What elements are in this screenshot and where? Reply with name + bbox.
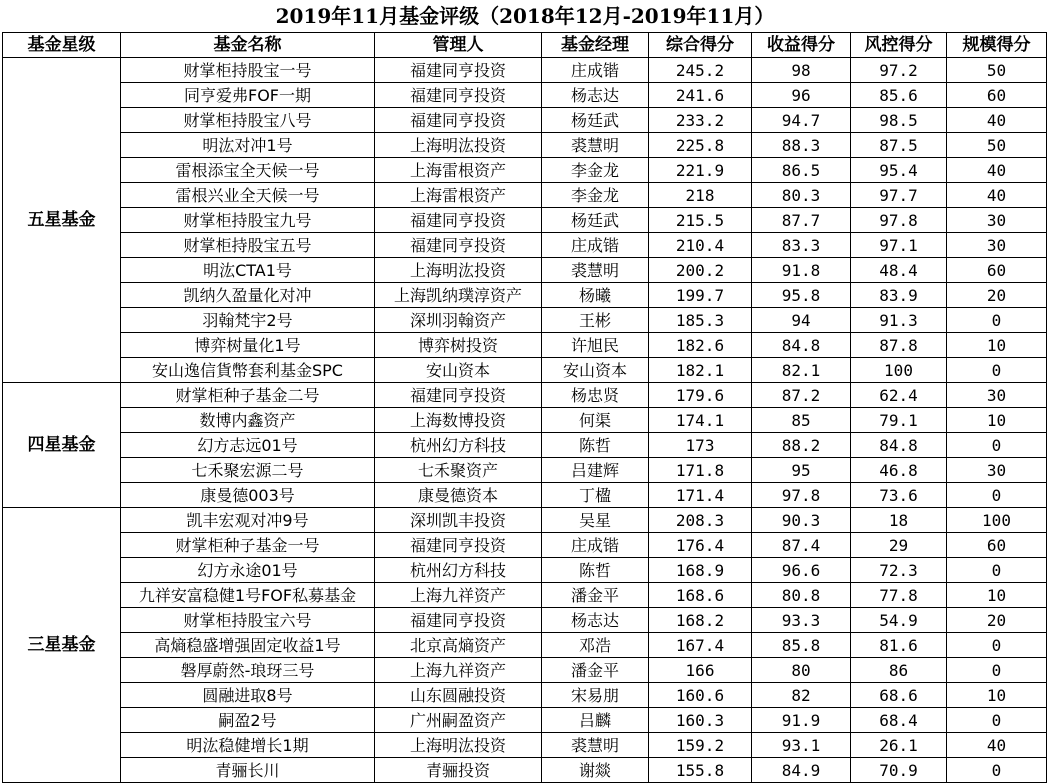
scale-score-cell: 30 (947, 383, 1047, 408)
total-score-cell: 176.4 (649, 533, 752, 558)
fund-manager-cell: 裘慧明 (542, 733, 649, 758)
fund-name-cell: 明汯CTA1号 (121, 258, 375, 283)
manager-company-cell: 深圳凯丰投资 (375, 508, 542, 533)
fund-name-cell: 羽翰梵宇2号 (121, 308, 375, 333)
return-score-cell: 87.2 (752, 383, 851, 408)
risk-score-cell: 83.9 (851, 283, 947, 308)
return-score-cell: 80.3 (752, 183, 851, 208)
risk-score-cell: 73.6 (851, 483, 947, 508)
manager-company-cell: 福建同亨投资 (375, 108, 542, 133)
star-level-cell: 三星基金 (3, 508, 121, 783)
total-score-cell: 160.3 (649, 708, 752, 733)
fund-name-cell: 财掌柜种子基金一号 (121, 533, 375, 558)
total-score-cell: 167.4 (649, 633, 752, 658)
return-score-cell: 95 (752, 458, 851, 483)
total-score-cell: 225.8 (649, 133, 752, 158)
return-score-cell: 94 (752, 308, 851, 333)
scale-score-cell: 0 (947, 358, 1047, 383)
table-row (3, 433, 1047, 458)
scale-score-cell: 0 (947, 308, 1047, 333)
manager-company-cell: 康曼德资本 (375, 483, 542, 508)
fund-name-cell: 凯纳久盈量化对冲 (121, 283, 375, 308)
fund-manager-cell: 谢燚 (542, 758, 649, 783)
risk-score-cell: 68.6 (851, 683, 947, 708)
fund-manager-cell: 邓浩 (542, 633, 649, 658)
scale-score-cell: 0 (947, 433, 1047, 458)
manager-company-cell: 青骊投资 (375, 758, 542, 783)
fund-manager-cell: 裘慧明 (542, 258, 649, 283)
total-score-cell: 233.2 (649, 108, 752, 133)
scale-score-cell: 0 (947, 483, 1047, 508)
table-row (3, 283, 1047, 308)
scale-score-cell: 100 (947, 508, 1047, 533)
total-score-cell: 185.3 (649, 308, 752, 333)
manager-company-cell: 福建同亨投资 (375, 608, 542, 633)
header-scale-score: 规模得分 (947, 33, 1047, 58)
risk-score-cell: 18 (851, 508, 947, 533)
scale-score-cell: 0 (947, 708, 1047, 733)
fund-name-cell: 高熵稳盛增强固定收益1号 (121, 633, 375, 658)
total-score-cell: 168.9 (649, 558, 752, 583)
table-row (3, 308, 1047, 333)
risk-score-cell: 48.4 (851, 258, 947, 283)
manager-company-cell: 深圳羽翰资产 (375, 308, 542, 333)
total-score-cell: 199.7 (649, 283, 752, 308)
fund-name-cell: 青骊长川 (121, 758, 375, 783)
scale-score-cell: 0 (947, 633, 1047, 658)
table-body (3, 58, 1047, 783)
table-row (3, 383, 1047, 408)
fund-name-cell: 安山逸信貨幣套利基金SPC (121, 358, 375, 383)
return-score-cell: 98 (752, 58, 851, 83)
manager-company-cell: 福建同亨投资 (375, 58, 542, 83)
table-row (3, 233, 1047, 258)
risk-score-cell: 29 (851, 533, 947, 558)
risk-score-cell: 62.4 (851, 383, 947, 408)
manager-company-cell: 上海九祥资产 (375, 583, 542, 608)
manager-company-cell: 上海明汯投资 (375, 133, 542, 158)
risk-score-cell: 84.8 (851, 433, 947, 458)
scale-score-cell: 50 (947, 133, 1047, 158)
fund-name-cell: 七禾聚宏源二号 (121, 458, 375, 483)
fund-manager-cell: 吕麟 (542, 708, 649, 733)
return-score-cell: 84.9 (752, 758, 851, 783)
total-score-cell: 182.1 (649, 358, 752, 383)
scale-score-cell: 30 (947, 208, 1047, 233)
fund-name-cell: 博弈树量化1号 (121, 333, 375, 358)
fund-manager-cell: 潘金平 (542, 658, 649, 683)
table-row (3, 258, 1047, 283)
fund-manager-cell: 丁楹 (542, 483, 649, 508)
scale-score-cell: 50 (947, 58, 1047, 83)
scale-score-cell: 60 (947, 258, 1047, 283)
total-score-cell: 179.6 (649, 383, 752, 408)
header-total-score: 综合得分 (649, 33, 752, 58)
risk-score-cell: 77.8 (851, 583, 947, 608)
header-star-level: 基金星级 (3, 33, 121, 58)
manager-company-cell: 福建同亨投资 (375, 83, 542, 108)
table-row (3, 558, 1047, 583)
fund-manager-cell: 杨廷武 (542, 108, 649, 133)
table-row (3, 508, 1047, 533)
fund-name-cell: 九祥安富稳健1号FOF私募基金 (121, 583, 375, 608)
total-score-cell: 245.2 (649, 58, 752, 83)
table-row (3, 483, 1047, 508)
fund-manager-cell: 杨曦 (542, 283, 649, 308)
fund-manager-cell: 吴星 (542, 508, 649, 533)
total-score-cell: 241.6 (649, 83, 752, 108)
manager-company-cell: 福建同亨投资 (375, 233, 542, 258)
fund-manager-cell: 陈哲 (542, 433, 649, 458)
return-score-cell: 95.8 (752, 283, 851, 308)
manager-company-cell: 上海数博投资 (375, 408, 542, 433)
risk-score-cell: 97.7 (851, 183, 947, 208)
return-score-cell: 91.8 (752, 258, 851, 283)
scale-score-cell: 10 (947, 333, 1047, 358)
total-score-cell: 200.2 (649, 258, 752, 283)
table-row (3, 583, 1047, 608)
fund-manager-cell: 李金龙 (542, 158, 649, 183)
total-score-cell: 215.5 (649, 208, 752, 233)
fund-manager-cell: 李金龙 (542, 183, 649, 208)
total-score-cell: 174.1 (649, 408, 752, 433)
header-risk-score: 风控得分 (851, 33, 947, 58)
fund-name-cell: 雷根添宝全天候一号 (121, 158, 375, 183)
manager-company-cell: 北京高熵资产 (375, 633, 542, 658)
return-score-cell: 88.2 (752, 433, 851, 458)
fund-name-cell: 幻方永途01号 (121, 558, 375, 583)
star-level-cell: 四星基金 (3, 383, 121, 508)
fund-name-cell: 财掌柜持股宝八号 (121, 108, 375, 133)
fund-manager-cell: 吕建辉 (542, 458, 649, 483)
fund-name-cell: 磐厚蔚然-琅玡三号 (121, 658, 375, 683)
manager-company-cell: 安山资本 (375, 358, 542, 383)
manager-company-cell: 福建同亨投资 (375, 383, 542, 408)
manager-company-cell: 上海凯纳璞淳资产 (375, 283, 542, 308)
total-score-cell: 168.2 (649, 608, 752, 633)
manager-company-cell: 上海九祥资产 (375, 658, 542, 683)
table-row (3, 733, 1047, 758)
scale-score-cell: 10 (947, 683, 1047, 708)
table-row (3, 758, 1047, 783)
total-score-cell: 218 (649, 183, 752, 208)
table-row (3, 58, 1047, 83)
scale-score-cell: 30 (947, 233, 1047, 258)
total-score-cell: 171.8 (649, 458, 752, 483)
total-score-cell: 182.6 (649, 333, 752, 358)
fund-manager-cell: 庄成锴 (542, 233, 649, 258)
scale-score-cell: 20 (947, 608, 1047, 633)
risk-score-cell: 68.4 (851, 708, 947, 733)
fund-name-cell: 康曼德003号 (121, 483, 375, 508)
risk-score-cell: 97.8 (851, 208, 947, 233)
total-score-cell: 166 (649, 658, 752, 683)
fund-name-cell: 明汯稳健增长1期 (121, 733, 375, 758)
return-score-cell: 97.8 (752, 483, 851, 508)
return-score-cell: 93.3 (752, 608, 851, 633)
fund-name-cell: 财掌柜持股宝六号 (121, 608, 375, 633)
risk-score-cell: 79.1 (851, 408, 947, 433)
scale-score-cell: 60 (947, 83, 1047, 108)
fund-name-cell: 明汯对冲1号 (121, 133, 375, 158)
risk-score-cell: 86 (851, 658, 947, 683)
return-score-cell: 80.8 (752, 583, 851, 608)
total-score-cell: 173 (649, 433, 752, 458)
scale-score-cell: 60 (947, 533, 1047, 558)
table-row (3, 533, 1047, 558)
table-title: 2019年11月基金评级（2018年12月-2019年11月） (275, 4, 775, 28)
table-row (3, 333, 1047, 358)
table-row (3, 683, 1047, 708)
return-score-cell: 96.6 (752, 558, 851, 583)
table-row (3, 633, 1047, 658)
manager-company-cell: 福建同亨投资 (375, 533, 542, 558)
fund-manager-cell: 庄成锴 (542, 58, 649, 83)
header-fund-manager: 基金经理 (542, 33, 649, 58)
scale-score-cell: 40 (947, 158, 1047, 183)
fund-manager-cell: 陈哲 (542, 558, 649, 583)
manager-company-cell: 上海雷根资产 (375, 158, 542, 183)
fund-name-cell: 雷根兴业全天候一号 (121, 183, 375, 208)
fund-manager-cell: 安山资本 (542, 358, 649, 383)
table-row (3, 208, 1047, 233)
manager-company-cell: 广州嗣盈资产 (375, 708, 542, 733)
manager-company-cell: 山东圆融投资 (375, 683, 542, 708)
risk-score-cell: 97.1 (851, 233, 947, 258)
scale-score-cell: 40 (947, 108, 1047, 133)
header-manager-company: 管理人 (375, 33, 542, 58)
header-fund-name: 基金名称 (121, 33, 375, 58)
return-score-cell: 83.3 (752, 233, 851, 258)
risk-score-cell: 54.9 (851, 608, 947, 633)
fund-rating-table (2, 32, 1047, 783)
risk-score-cell: 26.1 (851, 733, 947, 758)
return-score-cell: 86.5 (752, 158, 851, 183)
return-score-cell: 87.7 (752, 208, 851, 233)
return-score-cell: 96 (752, 83, 851, 108)
header-row (3, 33, 1047, 58)
fund-manager-cell: 许旭民 (542, 333, 649, 358)
fund-name-cell: 幻方志远01号 (121, 433, 375, 458)
scale-score-cell: 40 (947, 183, 1047, 208)
total-score-cell: 159.2 (649, 733, 752, 758)
return-score-cell: 84.8 (752, 333, 851, 358)
fund-name-cell: 财掌柜持股宝九号 (121, 208, 375, 233)
risk-score-cell: 100 (851, 358, 947, 383)
scale-score-cell: 20 (947, 283, 1047, 308)
fund-name-cell: 嗣盈2号 (121, 708, 375, 733)
fund-manager-cell: 杨忠贤 (542, 383, 649, 408)
return-score-cell: 82.1 (752, 358, 851, 383)
total-score-cell: 160.6 (649, 683, 752, 708)
return-score-cell: 88.3 (752, 133, 851, 158)
fund-manager-cell: 杨志达 (542, 83, 649, 108)
total-score-cell: 171.4 (649, 483, 752, 508)
fund-manager-cell: 何渠 (542, 408, 649, 433)
risk-score-cell: 87.5 (851, 133, 947, 158)
risk-score-cell: 70.9 (851, 758, 947, 783)
total-score-cell: 208.3 (649, 508, 752, 533)
fund-manager-cell: 庄成锴 (542, 533, 649, 558)
risk-score-cell: 81.6 (851, 633, 947, 658)
fund-name-cell: 凯丰宏观对冲9号 (121, 508, 375, 533)
table-row (3, 83, 1047, 108)
return-score-cell: 91.9 (752, 708, 851, 733)
table-row (3, 158, 1047, 183)
scale-score-cell: 0 (947, 558, 1047, 583)
star-level-cell: 五星基金 (3, 58, 121, 383)
header-return-score: 收益得分 (752, 33, 851, 58)
return-score-cell: 90.3 (752, 508, 851, 533)
scale-score-cell: 0 (947, 758, 1047, 783)
fund-manager-cell: 宋易朋 (542, 683, 649, 708)
risk-score-cell: 91.3 (851, 308, 947, 333)
fund-name-cell: 财掌柜持股宝一号 (121, 58, 375, 83)
table-row (3, 133, 1047, 158)
fund-manager-cell: 裘慧明 (542, 133, 649, 158)
fund-name-cell: 数博内鑫资产 (121, 408, 375, 433)
table-row (3, 708, 1047, 733)
manager-company-cell: 杭州幻方科技 (375, 558, 542, 583)
total-score-cell: 210.4 (649, 233, 752, 258)
scale-score-cell: 0 (947, 658, 1047, 683)
return-score-cell: 94.7 (752, 108, 851, 133)
scale-score-cell: 30 (947, 458, 1047, 483)
total-score-cell: 221.9 (649, 158, 752, 183)
scale-score-cell: 10 (947, 583, 1047, 608)
return-score-cell: 85 (752, 408, 851, 433)
fund-name-cell: 圆融进取8号 (121, 683, 375, 708)
fund-manager-cell: 王彬 (542, 308, 649, 333)
table-row (3, 408, 1047, 433)
table-row (3, 358, 1047, 383)
total-score-cell: 168.6 (649, 583, 752, 608)
return-score-cell: 80 (752, 658, 851, 683)
fund-manager-cell: 杨廷武 (542, 208, 649, 233)
fund-manager-cell: 潘金平 (542, 583, 649, 608)
manager-company-cell: 博弈树投资 (375, 333, 542, 358)
manager-company-cell: 杭州幻方科技 (375, 433, 542, 458)
risk-score-cell: 85.6 (851, 83, 947, 108)
table-row (3, 458, 1047, 483)
return-score-cell: 93.1 (752, 733, 851, 758)
table-row (3, 108, 1047, 133)
manager-company-cell: 上海明汯投资 (375, 733, 542, 758)
fund-name-cell: 同亨爱弗FOF一期 (121, 83, 375, 108)
manager-company-cell: 七禾聚资产 (375, 458, 542, 483)
manager-company-cell: 上海明汯投资 (375, 258, 542, 283)
table-row (3, 658, 1047, 683)
fund-name-cell: 财掌柜种子基金二号 (121, 383, 375, 408)
risk-score-cell: 46.8 (851, 458, 947, 483)
return-score-cell: 85.8 (752, 633, 851, 658)
table-row (3, 608, 1047, 633)
return-score-cell: 82 (752, 683, 851, 708)
manager-company-cell: 福建同亨投资 (375, 208, 542, 233)
fund-manager-cell: 杨志达 (542, 608, 649, 633)
risk-score-cell: 72.3 (851, 558, 947, 583)
return-score-cell: 87.4 (752, 533, 851, 558)
scale-score-cell: 40 (947, 733, 1047, 758)
total-score-cell: 155.8 (649, 758, 752, 783)
scale-score-cell: 10 (947, 408, 1047, 433)
manager-company-cell: 上海雷根资产 (375, 183, 542, 208)
table-row (3, 183, 1047, 208)
fund-name-cell: 财掌柜持股宝五号 (121, 233, 375, 258)
risk-score-cell: 98.5 (851, 108, 947, 133)
risk-score-cell: 95.4 (851, 158, 947, 183)
risk-score-cell: 97.2 (851, 58, 947, 83)
risk-score-cell: 87.8 (851, 333, 947, 358)
